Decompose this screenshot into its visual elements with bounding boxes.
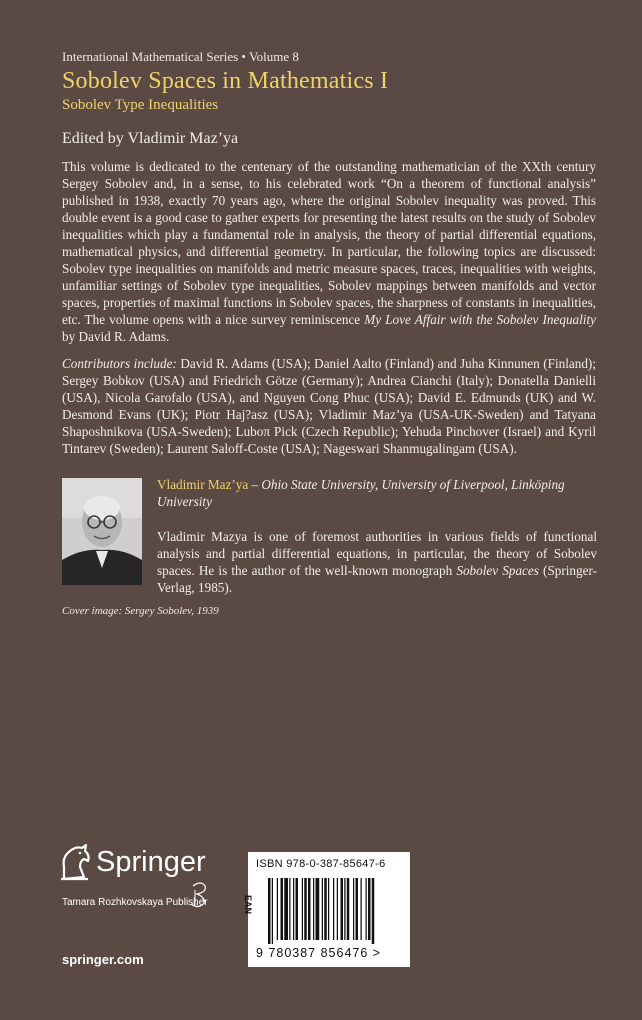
barcode-stripe [281,878,284,940]
springer-horse-icon [58,843,94,883]
barcode-stripe [341,878,344,940]
barcode-stripe [304,878,307,940]
author-bio-text [157,528,597,596]
publisher-imprint: Tamara Rozhkovskaya Publisher [62,897,208,908]
barcode-stripe [372,878,375,944]
barcode-stripe [296,878,299,940]
barcode-stripe [284,878,288,940]
description-text-1: This volume is dedicated to the centenary of the outstanding mathematician of the XXth century Sergey Sobolev and, in a sense, to his celebrated work “On a theorem of functional analysis” published in 1938, exactly 70 years ago, where the original Sobolev inequality was proved. This double event is a good case to gather experts for presenting the latest results on the study of Sobolev inequalities which play a fundamental role in analysis, the theory of partial differential equations, mathematical physics, and differential geometry. In particular, the following topics are discussed: Sobolev type inequalities on manifolds and metric measure spaces, traces, inequalities with weights, unfamiliar settings of Sobolev type inequalities, Sobolev mappings between manifolds and vector spaces, properties of maximal functions in Sobolev spaces, the sharpness of constants in inequalities, etc. The volume opens with a nice survey reminiscence [62,159,596,327]
barcode-stripe [272,878,273,944]
barcode-stripe [313,878,314,940]
barcode-stripe [322,878,323,940]
author-affiliation: Ohio State University, University of Liverpool, Linköping University [157,477,565,509]
barcode-bars [268,878,402,944]
ean-label: EAN [243,895,253,915]
book-subtitle: Sobolev Type Inequalities [62,97,219,113]
barcode-stripe [333,878,334,940]
isbn-barcode [243,852,410,967]
barcode-stripe [316,878,320,940]
barcode-stripe [268,878,271,944]
author-photo [62,478,142,585]
contributors-paragraph [62,355,596,457]
barcode-stripe [344,878,345,940]
barcode-stripe [347,878,350,940]
author-name: Vladimir Maz’ya [157,477,249,492]
barcode-stripe [337,878,338,940]
springer-url: springer.com [62,952,144,967]
cover-credit: Cover image: Sergey Sobolev, 1939 [62,605,219,617]
contributors-label: Contributors include: [62,356,177,371]
author-bio-heading [157,476,597,510]
barcode-stripe [324,878,327,940]
author-dash: – [248,477,262,492]
barcode-stripe [356,878,359,940]
series-line: International Mathematical Series • Volume 8 [62,49,299,64]
survey-title: My Love Affair with the Sobolev Inequality [364,312,596,327]
description-text-2: by David R. Adams. [62,329,170,344]
barcode-stripe [328,878,329,940]
springer-wordmark: Springer [96,846,206,878]
barcode-digits: 9 780387 856476 > [256,946,382,960]
isbn-number: ISBN 978-0-387-85647-6 [256,858,386,870]
bio-text-2: (Springer-Verlag, 1985). [157,563,597,595]
book-title: Sobolev Spaces in Mathematics I [62,68,389,94]
barcode-stripe [361,878,362,940]
barcode-stripe [293,878,294,940]
barcode-stripe [277,878,278,940]
bio-book-title: Sobolev Spaces [456,563,539,578]
bio-text-1: Vladimir Mazya is one of foremost authorities in various fields of functional analysis and partial differential equations, in particular, the theory of Sobolev spaces. He is the author of the well-known monograph [157,529,597,578]
barcode-stripe [366,878,367,940]
contributors-list: David R. Adams (USA); Daniel Aalto (Finland) and Juha Kinnunen (Finland); Sergey Bobkov (USA) and Friedrich Götze (Germany); Andrea Cianchi (Italy); Donatella Danielli (USA), Nicola Garofalo (USA), and Nguyen Cong Phuc (USA); David E. Edmunds (UK) and W. Desmond Evans (UK); Piotr Haj?asz (USA); Vladimir Maz’ya (USA-UK-Sweden) and Tatyana Shaposhnikova (USA-Sweden); Luboπ Pick (Czech Republic); Yehuda Pinchover (Israel) and Kyril Tintarev (Sweden); Laurent Saloff-Coste (USA); Nageswari Shanmugalingam (USA). [62,356,596,456]
barcode-stripe [353,878,354,940]
description-paragraph [62,158,596,345]
barcode-stripe [308,878,311,940]
barcode-stripe [302,878,303,940]
barcode-stripe [289,878,290,940]
barcode-stripe [368,878,371,940]
publisher-monogram-icon [187,880,211,910]
editor-line: Edited by Vladimir Maz’ya [62,130,239,147]
